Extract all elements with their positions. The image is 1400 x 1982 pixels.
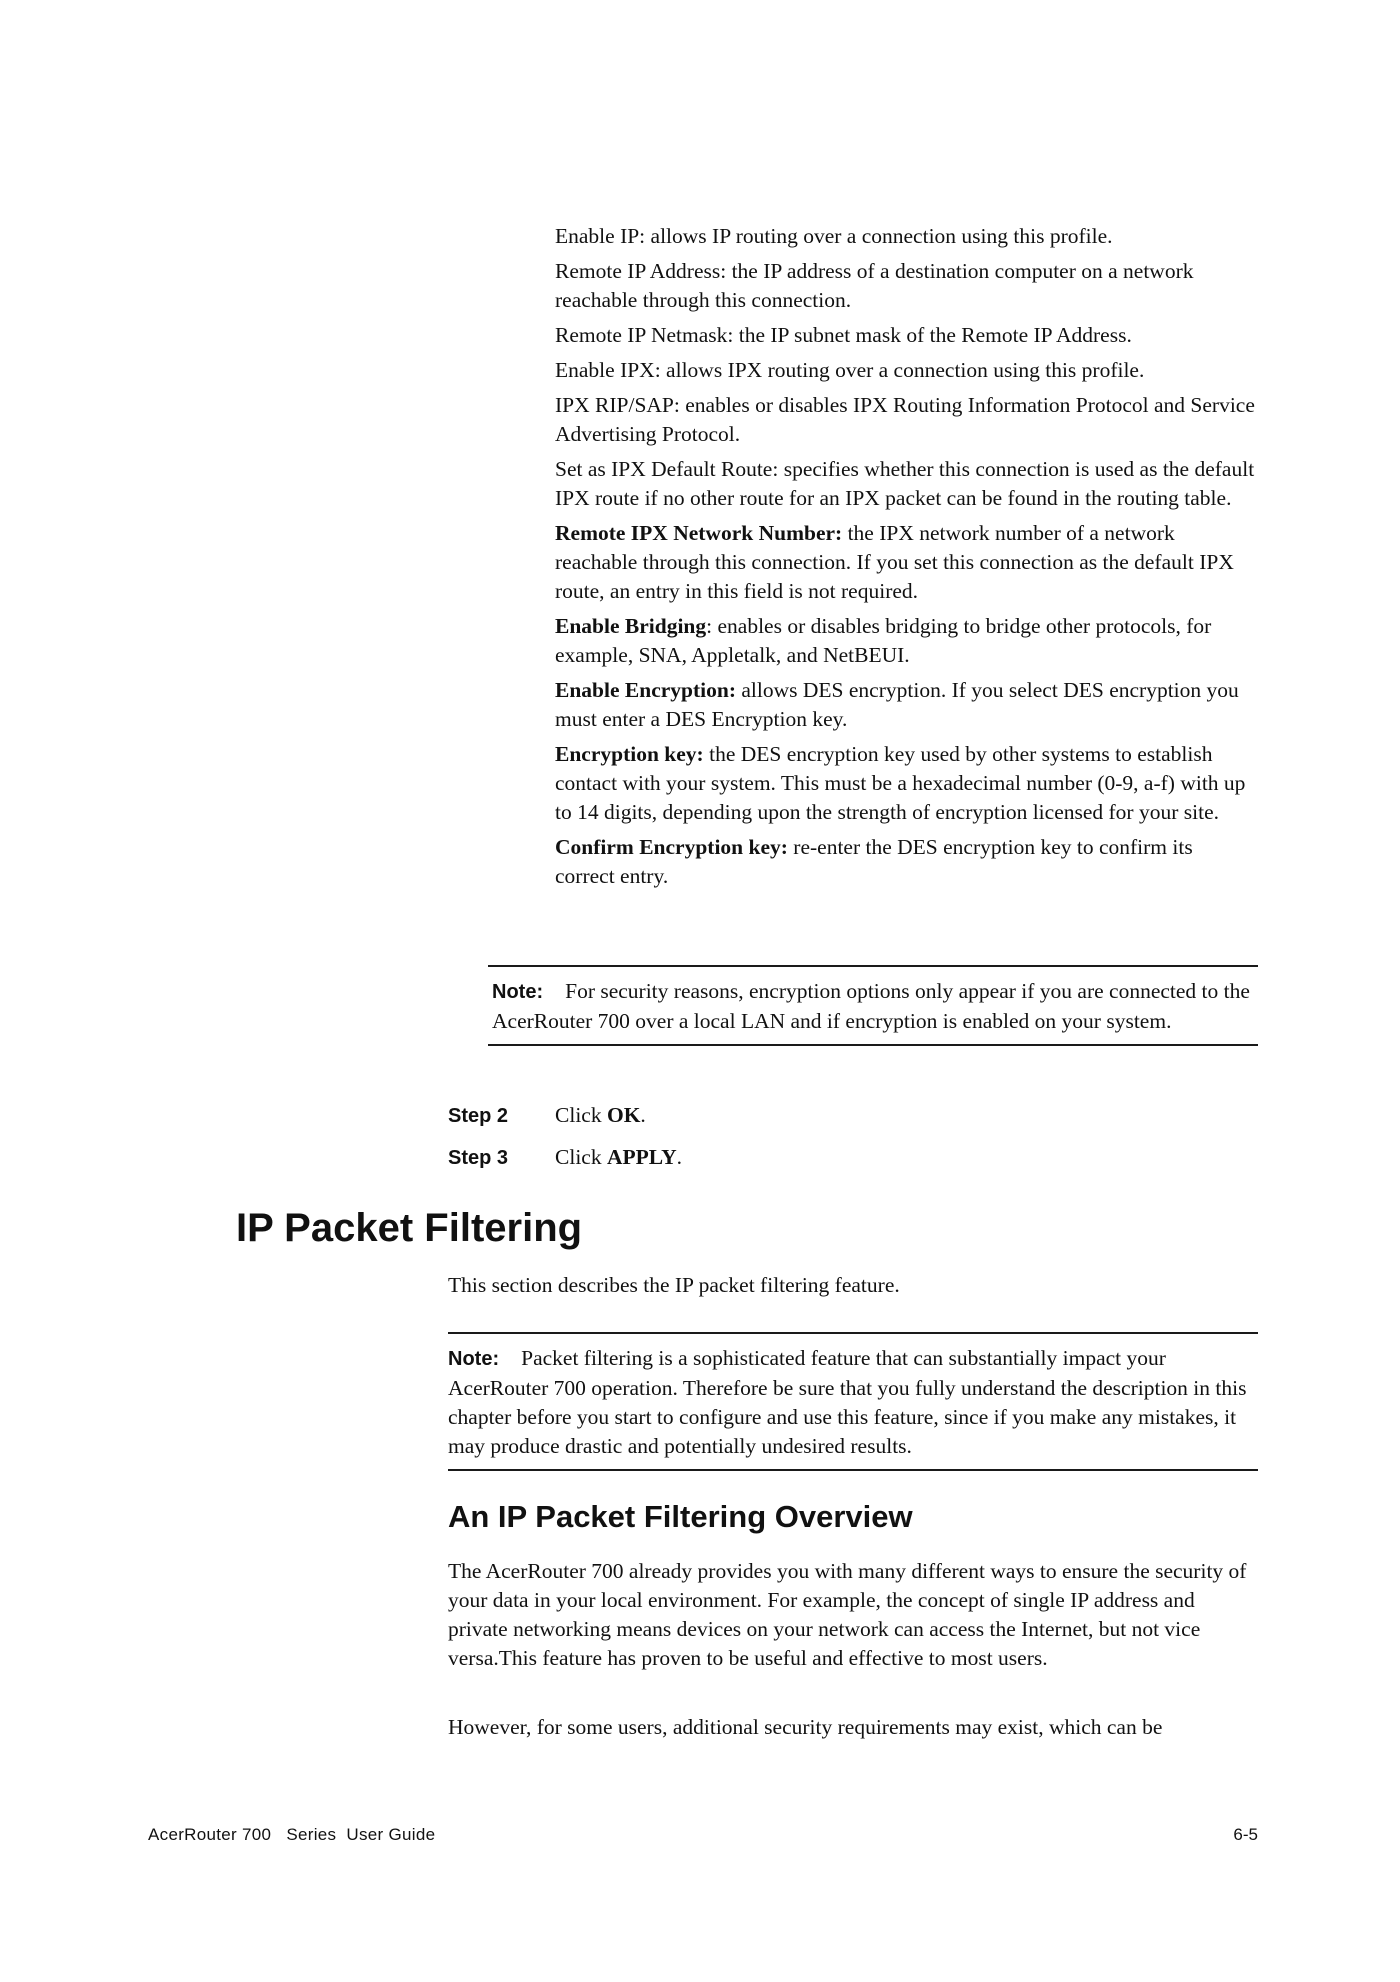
definition-text: Remote IP Netmask: the IP subnet mask of the Remote IP Address. bbox=[555, 323, 1132, 347]
definition-enable-bridging bbox=[555, 612, 1255, 670]
step-3 bbox=[448, 1143, 682, 1173]
definition-confirm-encryption-key bbox=[555, 833, 1255, 891]
subsection-title: An IP Packet Filtering Overview bbox=[448, 1499, 913, 1534]
step-action: APPLY bbox=[606, 1145, 677, 1169]
step-2 bbox=[448, 1101, 646, 1131]
definition-ipx-rip-sap bbox=[555, 391, 1255, 449]
definition-text: allows DES encryption. If you select DES encryption you must enter a DES Encryption key. bbox=[555, 678, 1239, 731]
step-prefix: Click bbox=[555, 1103, 607, 1127]
section-intro: This section describes the IP packet filtering feature. bbox=[448, 1273, 900, 1297]
definition-term: Remote IPX Network Number: bbox=[555, 521, 843, 545]
definition-text: re-enter the DES encryption key to confirm its correct entry. bbox=[555, 835, 1193, 888]
overview-paragraph-1: The AcerRouter 700 already provides you with many different ways to ensure the security of your data in your local environment. For example, the concept of single IP address and private networking means devices on your network can access the Internet, but not vice versa.This feature has proven to be useful and effective to most users. bbox=[448, 1559, 1247, 1670]
definition-enable-ipx bbox=[555, 356, 1255, 385]
step-label: Step 2 bbox=[448, 1105, 509, 1127]
footer-guide-title: AcerRouter 700 Series User Guide bbox=[148, 1825, 436, 1844]
step-suffix: . bbox=[640, 1103, 646, 1127]
definition-text: : enables or disables bridging to bridge other protocols, for example, SNA, Appletalk, and NetBEUI. bbox=[555, 614, 1212, 667]
definition-term: Enable Bridging bbox=[555, 614, 707, 638]
definition-enable-encryption bbox=[555, 676, 1255, 734]
section-title: IP Packet Filtering bbox=[236, 1206, 583, 1250]
step-label: Step 3 bbox=[448, 1147, 509, 1169]
definition-term: Encryption key: bbox=[555, 742, 704, 766]
field-definitions bbox=[555, 222, 1255, 897]
note-label: Note: bbox=[448, 1348, 500, 1370]
note-text: Packet filtering is a sophisticated feature that can substantially impact your AcerRouter 700 operation. Therefore be sure that you fully understand the description in this chapter before you start to configure and use this feature, since if you make any mistakes, it may produce drastic and potentially undesired results. bbox=[448, 1346, 1247, 1458]
definition-text: IPX RIP/SAP: enables or disables IPX Routing Information Protocol and Service Advertising Protocol. bbox=[555, 393, 1255, 446]
note-text: For security reasons, encryption options only appear if you are connected to the AcerRouter 700 over a local LAN and if encryption is enabled on your system. bbox=[492, 979, 1250, 1033]
definition-encryption-key bbox=[555, 740, 1255, 827]
overview-paragraph-2: However, for some users, additional security requirements may exist, which can be bbox=[448, 1715, 1163, 1739]
definition-text: Enable IPX: allows IPX routing over a connection using this profile. bbox=[555, 358, 1145, 382]
footer-page-number: 6-5 bbox=[1233, 1825, 1258, 1844]
step-suffix: . bbox=[676, 1145, 683, 1169]
definition-ipx-default-route bbox=[555, 455, 1255, 513]
definition-text: the DES encryption key used by other systems to establish contact with your system. This must be a hexadecimal number (0-9, a-f) with up to 14 digits, depending upon the strength of encryption licensed for your site. bbox=[555, 742, 1246, 824]
definition-remote-ipx-network-number bbox=[555, 519, 1255, 606]
definition-text: the IPX network number of a network reachable through this connection. If you set this connection as the default IPX route, an entry in this field is not required. bbox=[555, 521, 1234, 603]
definition-term: Enable Encryption: bbox=[555, 678, 736, 702]
step-prefix: Click bbox=[555, 1145, 607, 1169]
definition-remote-ip-netmask bbox=[555, 321, 1255, 350]
step-action: OK bbox=[606, 1103, 641, 1127]
definition-text: Set as IPX Default Route: specifies whether this connection is used as the default IPX route if no other route for an IPX packet can be found in the routing table. bbox=[555, 457, 1255, 510]
note-label: Note: bbox=[492, 981, 544, 1003]
security-note bbox=[488, 965, 1258, 1046]
packet-filtering-note bbox=[448, 1332, 1258, 1471]
definition-text: Remote IP Address: the IP address of a destination computer on a network reachable through this connection. bbox=[555, 259, 1194, 312]
definition-remote-ip-address bbox=[555, 257, 1255, 315]
definition-text: Enable IP: allows IP routing over a connection using this profile. bbox=[555, 224, 1113, 248]
definition-term: Confirm Encryption key: bbox=[555, 835, 788, 859]
definition-enable-ip bbox=[555, 222, 1255, 251]
